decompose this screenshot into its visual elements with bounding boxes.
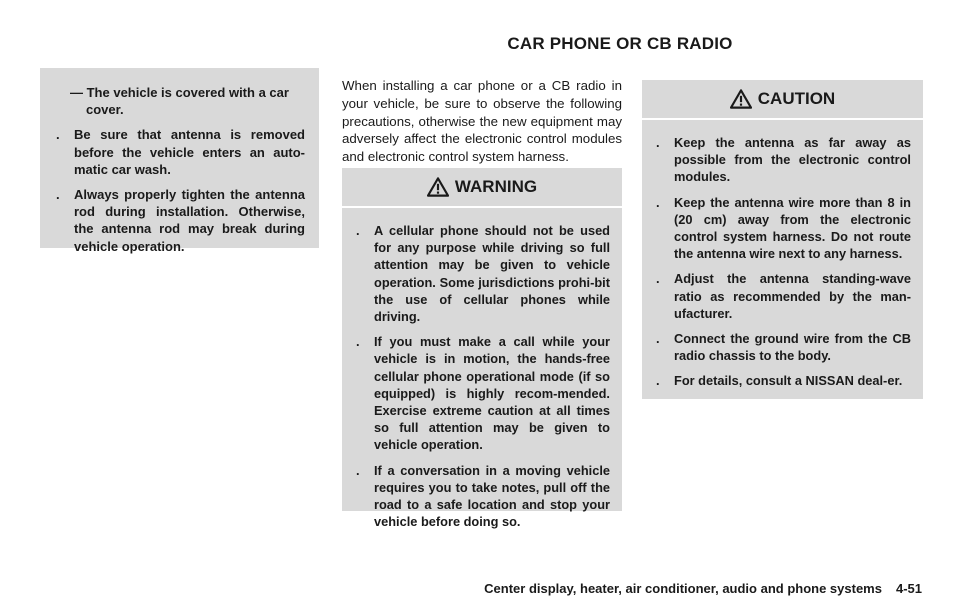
list-item-text: Be sure that antenna is removed before the vehicle enters an auto-matic car wash.: [74, 127, 305, 177]
bullet-marker: .: [656, 271, 660, 287]
list-item-text: Keep the antenna wire more than 8 in (20 cm) away from the electronic control system harness. Do not route the antenna wire next to any harness.: [674, 194, 911, 262]
page-footer: [484, 581, 922, 596]
intro-paragraph: When installing a car phone or a CB radio in your vehicle, be sure to observe the following precautions, otherwise the new equipment may adversely affect the electronic control modules and electronic control system harness.: [342, 78, 622, 165]
caution-label: CAUTION: [757, 89, 836, 108]
list-item-text: Always properly tighten the antenna rod during installation. Otherwise, the antenna rod may break during vehicle operation.: [74, 187, 305, 254]
caution-header: [642, 80, 923, 118]
section-title: CAR PHONE OR CB RADIO: [507, 34, 733, 53]
bullet-marker: .: [56, 127, 60, 143]
bullet-marker: .: [56, 187, 60, 203]
bullet-marker: .: [656, 194, 660, 210]
list-item: [56, 186, 305, 255]
page-number: 4-51: [895, 581, 922, 596]
list-item: [656, 330, 911, 364]
list-item-text: Adjust the antenna standing-wave ratio as recommended by the man-ufacturer.: [674, 271, 911, 321]
bullet-marker: .: [356, 223, 360, 238]
list-item-text: A cellular phone should not be used for any purpose while driving so full attention may be given to vehicle operation. Some jurisdictions prohi-bit the use of cellular phones while driving.: [374, 223, 610, 325]
caution-icon: [730, 89, 752, 109]
bullet-marker: .: [656, 373, 660, 389]
warning-box: [342, 208, 622, 530]
list-item: [656, 270, 911, 322]
list-item: [356, 333, 610, 453]
bullet-marker: .: [656, 331, 660, 347]
list-item-text: For details, consult a NISSAN deal-er.: [674, 373, 903, 389]
bullet-marker: .: [656, 135, 660, 150]
list-item: [356, 462, 610, 531]
list-item-text: If you must make a call while your vehicle is in motion, the hands-free cellular phone operational mode (if so equipped) is highly recom-mended. Exercise extreme caution at all times so full attention may be given to vehicle operation.: [374, 334, 610, 453]
list-item: [356, 222, 610, 325]
warning-label: WARNING: [454, 177, 538, 196]
left-caution-continuation: [40, 68, 319, 254]
list-item-text: Connect the ground wire from the CB radio chassis to the body.: [674, 331, 911, 364]
caution-box: [642, 120, 923, 399]
list-item: [656, 372, 911, 389]
warning-header: [342, 168, 622, 206]
list-item: [656, 134, 911, 186]
chapter-title: Center display, heater, air conditioner, audio and phone systems: [484, 581, 882, 596]
list-item: [56, 126, 305, 178]
list-item-text: If a conversation in a moving vehicle requires you to take notes, pull off the road to a safe location and stop your vehicle before doing so.: [374, 462, 610, 530]
warning-icon: [427, 177, 449, 197]
list-item-text: Keep the antenna as far away as possible from the electronic control modules.: [674, 135, 911, 185]
bullet-marker: .: [356, 334, 360, 350]
list-item: [656, 194, 911, 263]
dash-item: — The vehicle is covered with a car cover.: [70, 85, 289, 118]
bullet-marker: .: [356, 462, 360, 478]
